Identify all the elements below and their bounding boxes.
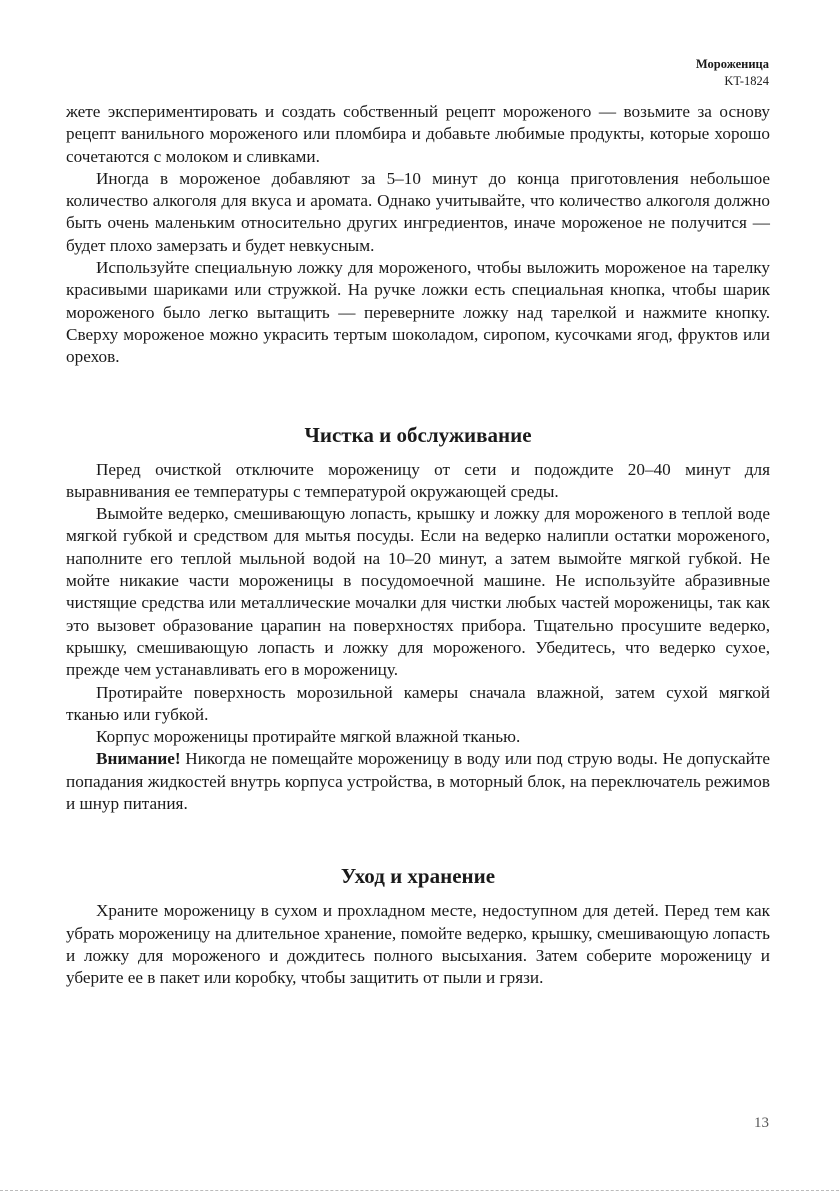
warning-paragraph (66, 748, 770, 815)
intro-paragraph-1: жете экспериментировать и создать собственный рецепт мороженого — возьмите за основу рецепт ванильного мороженого или пломбира и добавьте любимые продукты, которые хорошо сочетаются с молоком и сливками. (66, 102, 770, 166)
running-header (696, 56, 769, 90)
cleaning-section-title: Чистка и обслуживание (304, 422, 532, 447)
cleaning-paragraph-2: Вымойте ведерко, смешивающую лопасть, крышку и ложку для мороженого в теплой воде мягкой губкой и средством для мытья посуды. Если на ведерко налипли остатки мороженого, наполните его теплой мыльной водой на 10–20 минут, а затем вымойте мягкой губкой. Не мойте никакие части мороженицы в посудомоечной машине. Не используйте абразивные чистящие средства или металлические мочалки для чистки любых частей мороженицы, так как это вызовет образование царапин на поверхностях прибора. Тщательно просушите ведерко, крышку, смешивающую лопасть и ложку для мороженого. Убедитесь, что ведерко сухое, прежде чем устанавливать его в мороженицу. (66, 504, 770, 680)
header-product-name: Мороженица (695, 57, 769, 71)
header-model-number: KT-1824 (724, 74, 769, 88)
intro-paragraph-3: Используйте специальную ложку для мороженого, чтобы выложить мороженое на тарелку красивыми шариками или стружкой. На ручке ложки есть специальная кнопка, чтобы шарик мороженого было легко вытащить — переверните ложку над тарелкой и нажмите кнопку. Сверху мороженое можно украсить тертым шоколадом, сиропом, кусочками ягод, фруктов или орехов. (66, 258, 770, 367)
storage-paragraph: Храните мороженицу в сухом и прохладном месте, недоступном для детей. Перед тем как убрать мороженицу на длительное хранение, помойте ведерко, крышку, смешивающую лопасть и ложку для мороженого и дождитесь полного высыхания. Затем соберите мороженицу и уберите ее в пакет или коробку, чтобы защитить от пыли и грязи. (66, 901, 770, 988)
cleaning-paragraph-3: Протирайте поверхность морозильной камеры сначала влажной, затем сухой мягкой тканью или губкой. (66, 682, 770, 724)
warning-text: Никогда не помещайте мороженицу в воду или под струю воды. Не допускайте попадания жидкостей внутрь корпуса устройства, в моторный блок, на переключатель режимов и шнур питания. (66, 749, 770, 814)
bottom-dashed-rule (0, 1190, 839, 1191)
intro-paragraph-2: Иногда в мороженое добавляют за 5–10 минут до конца приготовления небольшое количество алкоголя для вкуса и аромата. Однако учитывайте, что количество алкоголя должно быть очень маленьким относительно других ингредиентов, иначе мороженое не получится — будет плохо замерзать и будет невкусным. (66, 168, 770, 255)
cleaning-paragraph-4: Корпус мороженицы протирайте мягкой влажной тканью. (96, 727, 521, 747)
page-number: 13 (754, 1115, 769, 1131)
page-body (66, 101, 770, 990)
storage-section-title: Уход и хранение (340, 864, 496, 889)
warning-label: Внимание! (96, 749, 181, 769)
cleaning-paragraph-1: Перед очисткой отключите мороженицу от сети и подождите 20–40 минут для выравнивания ее температуры с температурой окружающей среды. (66, 459, 770, 501)
